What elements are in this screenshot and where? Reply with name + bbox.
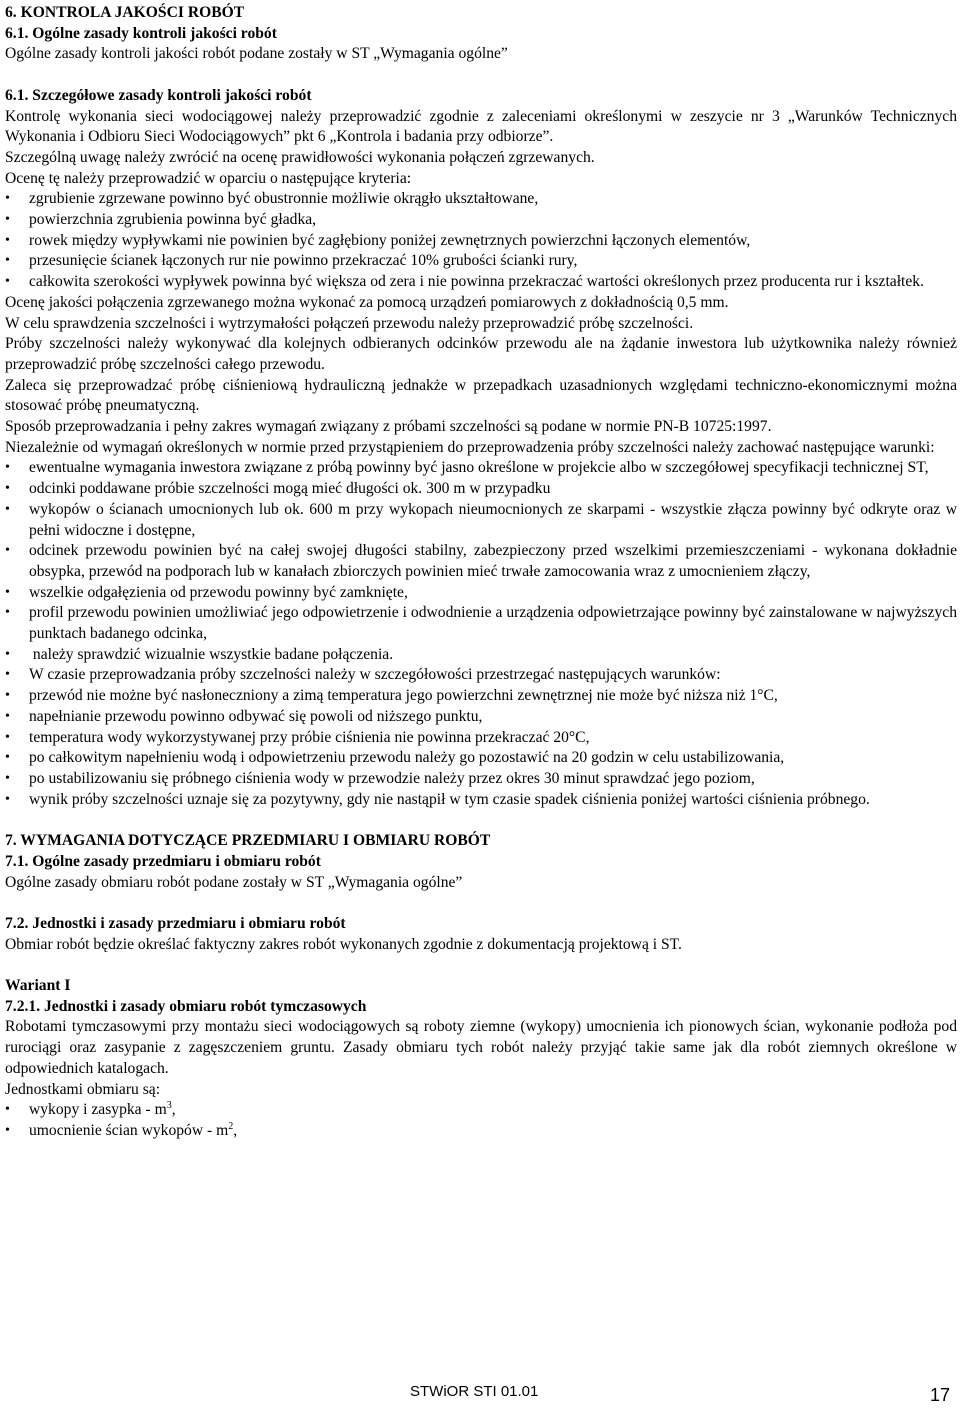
list-item: • rowek między wypływkami nie powinien być zagłębiony poniżej zewnętrznych powierzchni łączonych elementów,: [5, 231, 957, 252]
list-item: • wszelkie odgałęzienia od przewodu powinny być zamknięte,: [5, 583, 957, 604]
bullet-icon: •: [5, 232, 10, 248]
section-6-1-title: 6.1. Ogólne zasady kontroli jakości robót: [5, 24, 277, 42]
bullet-icon: •: [5, 791, 10, 807]
bullet-icon: •: [5, 688, 10, 704]
list-item: • przewód nie możne być nasłoneczniony a zimą temperatura jego powierzchni zewnętrznej nie może być niższa niż 1°C,: [5, 686, 957, 707]
section-7-2-1-text: Robotami tymczasowymi przy montażu sieci wodociągowych są roboty ziemne (wykopy) umocnienia ich pionowych ścian, wykonanie podłoża pod rurociągi oraz zasypanie z zagęszczeniem gruntu. Zasady obmiaru tych robót należy przyjąć takie same jak dla robót ziemnych określone w odpowiednich katalogach.: [5, 1018, 957, 1077]
units-intro: Jednostkami obmiaru są:: [5, 1080, 161, 1098]
paragraph: Ocenę tę należy przeprowadzić w oparciu o następujące kryteria:: [5, 169, 412, 187]
variant-label: Wariant I: [5, 976, 71, 994]
paragraph: Próby szczelności należy wykonywać dla kolejnych odbieranych odcinków przewodu ale na żądanie inwestora lub użytkownika należy również przeprowadzić próbę szczelności całego przewodu.: [5, 335, 957, 373]
section-7-2-1-title: 7.2.1. Jednostki i zasady obmiaru robót tymczasowych: [5, 997, 367, 1015]
footer-document-code: STWiOR STI 01.01: [410, 1383, 539, 1400]
bullet-icon: •: [5, 543, 10, 559]
units-list: [5, 1100, 957, 1141]
criteria-list: [5, 189, 957, 293]
list-item: • wynik próby szczelności uznaje się za pozytywny, gdy nie nastąpił w tym czasie spadek ciśnienia poniżej wartości ciśnienia próbnego.: [5, 790, 957, 811]
list-item: • napełnianie przewodu powinno odbywać się powoli od niższego punktu,: [5, 707, 957, 728]
bullet-icon: •: [5, 212, 10, 228]
bullet-icon: •: [5, 750, 10, 766]
section-6-1b-title: 6.1. Szczegółowe zasady kontroli jakości robót: [5, 86, 312, 104]
list-item: • po całkowitym napełnieniu wodą i odpowietrzeniu przewodu należy go pozostawić na 20 godzin w celu ustabilizowania,: [5, 748, 957, 769]
bullet-icon: •: [5, 274, 10, 290]
conditions-list: [5, 458, 957, 810]
section-7-2-text: Obmiar robót będzie określać faktyczny zakres robót wykonanych zgodnie z dokumentacją projektową i ST.: [5, 935, 682, 953]
section-7-1-text: Ogólne zasady obmiaru robót podane zostały w ST „Wymagania ogólne”: [5, 873, 463, 891]
bullet-icon: •: [5, 584, 10, 600]
section-6-title: 6. KONTROLA JAKOŚCI ROBÓT: [5, 4, 245, 21]
paragraph: Szczególną uwagę należy zwrócić na ocenę prawidłowości wykonania połączeń zgrzewanych.: [5, 148, 595, 166]
section-6-1-text: Ogólne zasady kontroli jakości robót podane zostały w ST „Wymagania ogólne”: [5, 45, 508, 63]
list-item: • W czasie przeprowadzania próby szczelności należy w szczegółowości przestrzegać następujących warunków:: [5, 665, 957, 686]
list-item: • całkowita szerokości wypływek powinna być większa od zera i nie powinna przekraczać wartości określonych przez producenta rur i kształtek.: [5, 272, 957, 293]
paragraph: Zaleca się przeprowadzać próbę ciśnieniową hydrauliczną jednakże w przepadkach uzasadnionych względami techniczno-ekonomicznymi można stosować próbę pneumatyczną.: [5, 376, 957, 415]
bullet-icon: •: [5, 605, 10, 621]
list-item: • powierzchnia zgrubienia powinna być gładka,: [5, 210, 957, 231]
bullet-icon: •: [5, 501, 10, 517]
paragraph: Sposób przeprowadzania i pełny zakres wymagań związany z próbami szczelności są podane w normie PN-B 10725:1997.: [5, 418, 772, 436]
list-item: • odcinki poddawane próbie szczelności mogą mieć długości ok. 300 m w przypadku: [5, 479, 957, 500]
document-page: [5, 3, 957, 1142]
list-item: • należy sprawdzić wizualnie wszystkie badane połączenia.: [5, 645, 957, 666]
bullet-icon: •: [5, 646, 10, 662]
list-item: • po ustabilizowaniu się próbnego ciśnienia wody w przewodzie należy przez okres 30 minut sprawdzać jego poziom,: [5, 769, 957, 790]
bullet-icon: •: [5, 729, 10, 745]
paragraph: Kontrolę wykonania sieci wodociągowej należy przeprowadzić zgodnie z zaleceniami określonymi w zeszycie nr 3 „Warunków Technicznych Wykonania i Odbioru Sieci Wodociągowych” pkt 6 „Kontrola i badania przy odbiorze”.: [5, 107, 957, 146]
bullet-icon: •: [5, 708, 10, 724]
paragraph: W celu sprawdzenia szczelności i wytrzymałości połączeń przewodu należy przeprowadzić próbę szczelności.: [5, 314, 694, 332]
bullet-icon: •: [5, 253, 10, 269]
bullet-icon: •: [5, 771, 10, 786]
list-item: • profil przewodu powinien umożliwiać jego odpowietrzenie i odwodnienie a urządzenia odpowietrzające powinny być zainstalowane w najwyższych punktach badanego odcinka,: [5, 604, 957, 643]
bullet-icon: •: [5, 1122, 10, 1138]
list-item: • temperatura wody wykorzystywanej przy próbie ciśnienia nie powinna przekraczać 20°C,: [5, 728, 957, 749]
paragraph: Niezależnie od wymagań określonych w normie przed przystąpieniem do przeprowadzenia próby szczelności należy zachować następujące warunki:: [5, 438, 935, 456]
section-7-2-title: 7.2. Jednostki i zasady przedmiaru i obmiaru robót: [5, 914, 346, 932]
section-7-title: 7. WYMAGANIA DOTYCZĄCE PRZEDMIARU I OBMIARU ROBÓT: [5, 832, 491, 850]
list-item: • odcinek przewodu powinien być na całej swojej długości stabilny, zabezpieczony przed wszelkimi przemieszczeniami - wykonana dokładnie obsypka, przewód na podporach lub w kanałach zbiorczych powinien mieć trwałe zamocowania wraz z umocnieniem złączy,: [5, 542, 957, 580]
bullet-icon: •: [5, 481, 10, 497]
bullet-icon: •: [5, 191, 10, 207]
list-item: • przesunięcie ścianek łączonych rur nie powinno przekraczać 10% grubości ścianki rury,: [5, 251, 957, 272]
list-item: • wykopy i zasypka - $m^3$,: [5, 1100, 957, 1121]
section-7-1-title: 7.1. Ogólne zasady przedmiaru i obmiaru robót: [5, 852, 321, 870]
paragraph: Ocenę jakości połączenia zgrzewanego można wykonać za pomocą urządzeń pomiarowych z dokładnością 0,5 mm.: [5, 293, 729, 311]
list-item: • wykopów o ścianach umocnionych lub ok. 600 m przy wykopach nieumocnionych ze skarpami - wszystkie złącza powinny być odkryte oraz w pełni widoczne i dostępne,: [5, 500, 957, 539]
bullet-icon: •: [5, 1102, 10, 1118]
bullet-icon: •: [5, 460, 10, 476]
bullet-icon: •: [5, 667, 10, 683]
list-item: • ewentualne wymagania inwestora związane z próbą powinny być jasno określone w projekcie albo w szczegółowej specyfikacji technicznej ST,: [5, 458, 957, 479]
list-item: • zgrubienie zgrzewane powinno być obustronnie możliwie okrągło ukształtowane,: [5, 189, 957, 210]
list-item: • umocnienie ścian wykopów - $m^2$,: [5, 1121, 957, 1142]
footer-page-number: 17: [930, 1385, 951, 1405]
